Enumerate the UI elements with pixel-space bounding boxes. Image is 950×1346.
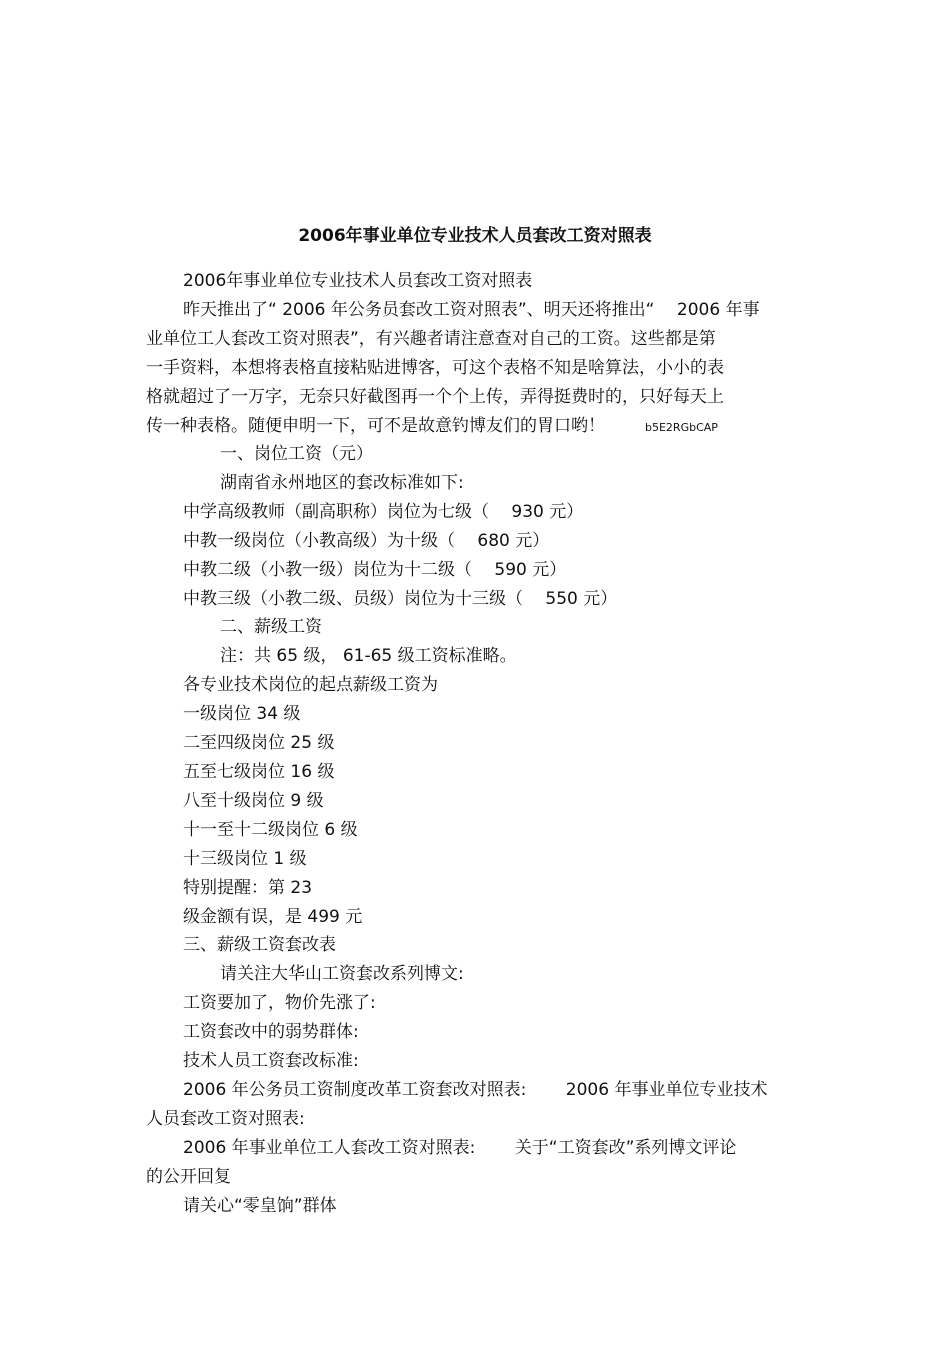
intro-line-4: 格就超过了一万字，无奈只好截图再一个个上传，弄得挺费时的，只好每天上 <box>146 387 724 407</box>
document-title: 2006年事业单位专业技术人员套改工资对照表 <box>298 226 652 246</box>
blog-link[interactable]: 2006 年事业单位工人套改工资对照表: 关于“工资套改”系列博文评论 <box>183 1138 737 1158</box>
body-line: 请关注大华山工资套改系列博文: <box>220 964 464 984</box>
blog-link-continued[interactable]: 人员套改工资对照表: <box>146 1109 305 1129</box>
body-line: 十一至十二级岗位 6 级 <box>183 820 358 840</box>
body-line: 中学高级教师（副高职称）岗位为七级（ 930 元） <box>183 502 584 522</box>
body-line: 二至四级岗位 25 级 <box>183 733 335 753</box>
body-line: 湖南省永州地区的套改标准如下: <box>220 473 464 493</box>
body-line: 中教一级岗位（小教高级）为十级（ 680 元） <box>183 531 550 551</box>
body-line: 中教三级（小教二级、员级）岗位为十三级（ 550 元） <box>183 589 618 609</box>
section-heading-table: 三、薪级工资套改表 <box>183 935 336 955</box>
intro-line-1: 昨天推出了“ 2006 年公务员套改工资对照表”、明天还将推出“ 2006 年事 <box>183 300 760 320</box>
section-heading-grade-salary: 二、薪级工资 <box>220 617 322 637</box>
body-line: 十三级岗位 1 级 <box>183 849 307 869</box>
body-line: 五至七级岗位 16 级 <box>183 762 335 782</box>
intro-line-2: 业单位工人套改工资对照表”，有兴趣者请注意查对自己的工资。这些都是第 <box>146 329 716 349</box>
blog-link[interactable]: 请关心“零皇饷”群体 <box>183 1196 337 1216</box>
body-line: 特别提醒：第 23 <box>183 878 313 898</box>
body-line: 八至十级岗位 9 级 <box>183 791 324 811</box>
intro-line-3: 一手资料，本想将表格直接粘贴进博客，可这个表格不知是啥算法，小小的表 <box>146 358 724 378</box>
blog-link[interactable]: 技术人员工资套改标准: <box>183 1051 359 1071</box>
body-line: 各专业技术岗位的起点薪级工资为 <box>183 675 438 695</box>
subtitle-line: 2006年事业单位专业技术人员套改工资对照表 <box>183 271 533 291</box>
body-line: 中教二级（小教一级）岗位为十二级（ 590 元） <box>183 560 567 580</box>
blog-link[interactable]: 工资套改中的弱势群体: <box>183 1022 359 1042</box>
intro-line-5 <box>146 414 718 440</box>
intro-line-5-text: 传一种表格。随便申明一下，可不是故意钓博友们的胃口哟！ <box>146 416 605 436</box>
body-line: 级金额有误，是 499 元 <box>183 907 363 927</box>
section-heading-post-salary: 一、岗位工资（元） <box>220 444 373 464</box>
blog-link-continued[interactable]: 的公开回复 <box>146 1167 231 1187</box>
body-line: 一级岗位 34 级 <box>183 704 301 724</box>
watermark-code: b5E2RGbCAP <box>645 421 718 434</box>
blog-link[interactable]: 2006 年公务员工资制度改革工资套改对照表: 2006 年事业单位专业技术 <box>183 1080 768 1100</box>
blog-link[interactable]: 工资要加了，物价先涨了: <box>183 993 376 1013</box>
note-line: 注：共 65 级， 61-65 级工资标准略。 <box>220 646 517 666</box>
